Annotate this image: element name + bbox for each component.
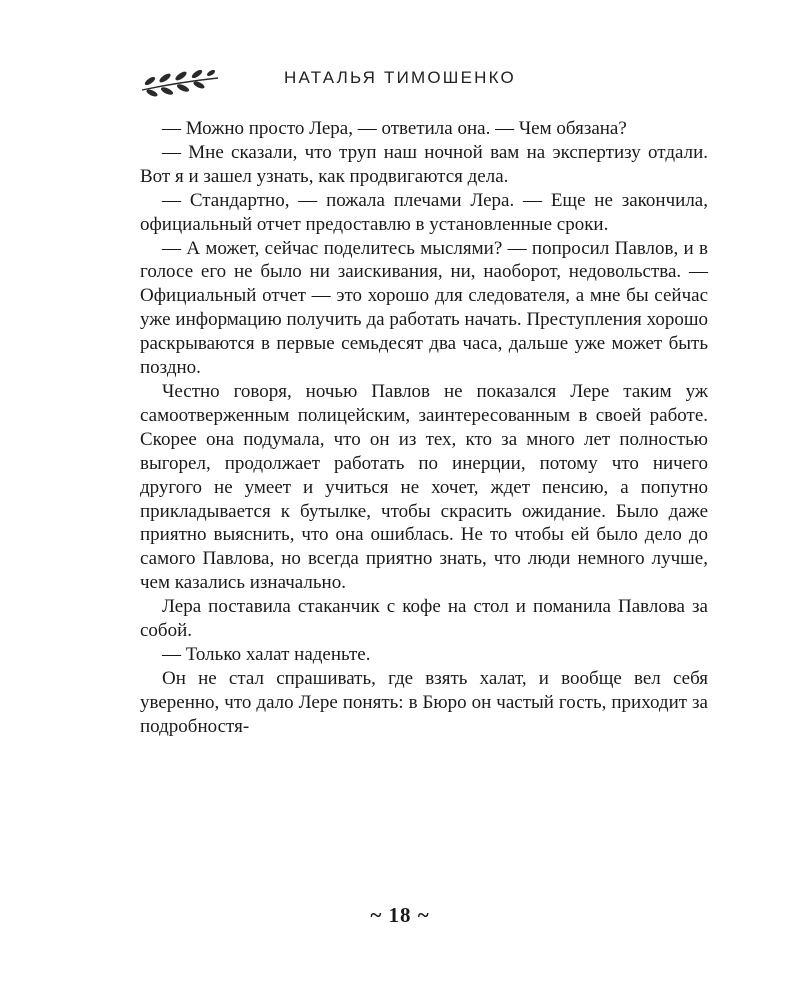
- paragraph: — Только халат наденьте.: [162, 643, 371, 665]
- paragraph: Честно говоря, ночью Павлов не показался Лере таким уж самоотверженным полицейским, заинтересованным в своей работе. Скорее она подумала, что он из тех, кто за много лет полностью выгорел, продолжает работать по инерции, потому что ничего другого не умеет и учиться не хочет, ждет пенсию, а попутно прикладывается к бутылке, чтобы скрасить ожидание. Было даже приятно выяснить, что она ошиблась. Не то чтобы ей было дело до самого Павлова, но всегда приятно знать, что люди немного лучше, чем казались изначально.: [140, 380, 708, 594]
- body-text: [140, 117, 708, 739]
- paragraph: Лера поставила стаканчик с кофе на стол и поманила Павлова за собой.: [140, 596, 708, 642]
- paragraph: — Мне сказали, что труп наш ночной вам на экспертизу отдали. Вот я и зашел узнать, как продвигаются дела.: [140, 141, 708, 187]
- paragraph: — А может, сейчас поделитесь мыслями? — попросил Павлов, и в голосе его не было ни заискивания, ни, наоборот, недовольства. — Официальный отчет — это хорошо для следователя, а мне бы сейчас уже информацию получить да работать начать. Преступления хорошо раскрываются в первые семьдесят два часа, дальше уже может быть поздно.: [140, 237, 708, 379]
- paragraph: — Стандартно, — пожала плечами Лера. — Еще не закончила, официальный отчет предоставлю в установленные сроки.: [140, 189, 708, 235]
- running-header: [140, 62, 660, 102]
- page-number: ~ 18 ~: [370, 903, 430, 927]
- paragraph: Он не стал спрашивать, где взять халат, и вообще вел себя уверенно, что дало Лере понять: в Бюро он частый гость, приходит за подробностя-: [140, 667, 708, 737]
- author-name: НАТАЛЬЯ ТИМОШЕНКО: [284, 68, 516, 87]
- paragraph: — Можно просто Лера, — ответила она. — Чем обязана?: [162, 118, 627, 139]
